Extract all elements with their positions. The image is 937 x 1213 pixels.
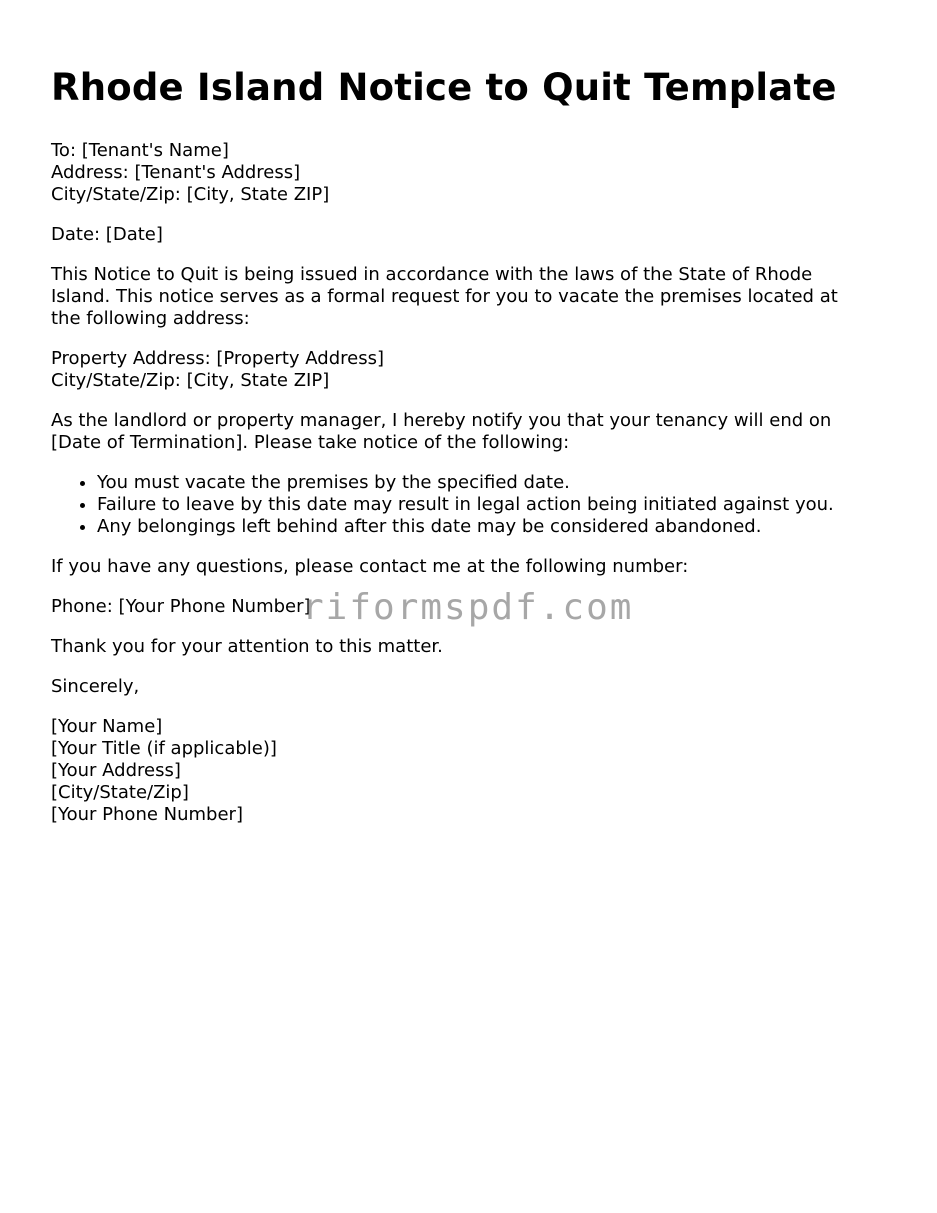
recipient-address: Address: [Tenant's Address] <box>51 162 301 183</box>
phone-line: Phone: [Your Phone Number] <box>51 596 311 617</box>
document-title: Rhode Island Notice to Quit Template <box>51 66 837 109</box>
thanks-line: Thank you for your attention to this matter. <box>51 636 443 657</box>
recipient-to: To: [Tenant's Name] <box>51 140 229 161</box>
intro-paragraph: This Notice to Quit is being issued in accordance with the laws of the State of Rhode Island. This notice serves as a formal request for you to vacate the premises located at the following address: <box>51 264 838 329</box>
list-item: • You must vacate the premises by the specified date. <box>97 472 891 494</box>
termination-paragraph: As the landlord or property manager, I hereby notify you that your tenancy will end on [Date of Termination]. Please take notice of the following: <box>51 410 832 453</box>
signature-address: [Your Address] <box>51 760 181 781</box>
date-line: Date: [Date] <box>51 224 163 245</box>
list-item: • Failure to leave by this date may result in legal action being initiated against you. <box>97 494 891 516</box>
watermark: riformspdf.com <box>302 587 634 628</box>
closing-line: Sincerely, <box>51 676 140 697</box>
signature-phone: [Your Phone Number] <box>51 804 243 825</box>
signature-name: [Your Name] <box>51 716 163 737</box>
signature-block <box>51 716 891 826</box>
contact-paragraph: If you have any questions, please contact me at the following number: <box>51 556 689 577</box>
list-item: • Any belongings left behind after this date may be considered abandoned. <box>97 516 891 538</box>
signature-city-state-zip: [City/State/Zip] <box>51 782 189 803</box>
document-page <box>51 64 891 844</box>
property-city-state-zip: City/State/Zip: [City, State ZIP] <box>51 370 330 391</box>
property-address: Property Address: [Property Address] <box>51 348 384 369</box>
notice-list <box>51 472 891 538</box>
signature-title: [Your Title (if applicable)] <box>51 738 277 759</box>
recipient-city-state-zip: City/State/Zip: [City, State ZIP] <box>51 184 330 205</box>
property-block <box>51 348 891 392</box>
recipient-block <box>51 140 891 206</box>
